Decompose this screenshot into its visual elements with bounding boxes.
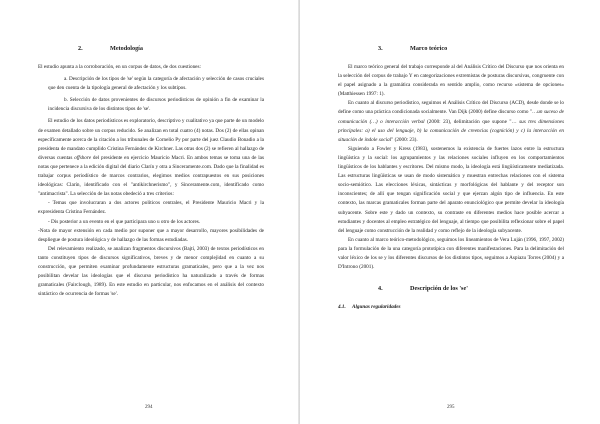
heading-number: 3. [378,45,383,52]
right-text-column [338,44,564,312]
criterion-3: -Nota de mayor extensión en cada medio por suponer que a mayor desarrollo, mayores posibilidades de despliegue de postura ideológica y de hallazgo de las formas estudiadas. [38,227,264,243]
subsection-number: 4.1. [338,304,346,311]
text-run: del presidente en ejercicio Mauricio Macri. En ambos temas se toma una de las notas que pertenece a la edición digital del diario Clarín y otra a Sinceramente.com. Dado que la finalidad es trabajar corpus periodístico de marcos contrarios, elegimos medios contrapuestos en sus posiciones ideológicas: Clarín, identificado con el "antikirchnerismo", y Sinceramente.com, identificado como "antimacrista". La selección de las notas obedeció a tres criterios: [38,154,264,198]
page-number: 295 [447,405,455,410]
theory-heading [378,44,564,53]
framework-paragraph: El marco teórico general del trabajo corresponde al del Análisis Crítico del Discurso que nos orienta en la selección del corpus de trabajo Y en categorizaciones extremistas de posturas discursivas, congruente con el papel asignado a la gramática considerada en sentido amplio, como recurso «sistema de opciones» (Matthiessen 1997: 1). [338,64,564,98]
text-run: " (2000: 23). [391,136,418,143]
left-text-column [38,44,264,299]
italic-run: offshore [74,154,92,161]
criterion-2: - Dis posterior a un evento en el que participara uno u otro de los actores. [48,218,201,225]
italic-run: un suceso de comunicación (…) o interacción verbal [338,109,564,125]
heading-title: Metodología [110,45,143,52]
list-item-b: b. Selección de datos provenientes de discursos periodísticos de opinión a fin de examinar la incidencia discursiva de los distintos tipos de 'se'. [48,97,264,113]
text-run: (2000: 23), delimitación que supone "… [424,118,517,125]
text-run: El estudio de los datos periodísticos es exploratorio, descriptivo y cualitativo ya que parte de un modelo de examen detallado sobre un corpus reducido. Se analizan en total cuatro (4) notas. Dos (2) de ellas opinan específicamente acerca de la citación a los tribunales de Cornelio Py por parte del juez Claudio Bonadio a la presidenta de mandato cumplido Cristina Fernández de Kirchner. Las otras dos (2) se refieren al hallazgo de diversas cuentas [38,118,264,161]
subsection-title: Algunas regularidades [352,304,401,311]
intro-paragraph: El estudio apunta a la corroboración, en un corpus de datos, de dos cuestiones: [38,64,201,70]
discourse-paragraph [338,99,564,144]
list-item-a: a. Descripción de los tipos de 'se' según la categoría de afectación y selección de casos cruciales que den cuenta de la tipología general de afectación y los subtipos. [48,76,264,92]
corpus-paragraph [38,117,264,199]
criterion-1: - Temas que involucraran a dos actores políticos centrales, el Presidente Mauricio Macri y la expresidenta Cristina Fernández. [38,200,264,216]
heading-number: 4. [378,285,383,293]
methodology-heading [78,44,264,53]
page-number: 294 [145,405,153,410]
method-paragraph: En cuanto al marco teórico-metodológico, seguimos los lineamientos de Vera Luján (1996, 1997, 2002) para la formulación de la una categoría prototípica con diferentes manifestaciones. Para la delimitación del valor léxico de los se y los diferentes discursos de los distintos tipos, seguimos a Aspiazu Torres (2004) y a D'Introno (2001). [338,236,564,271]
description-heading [378,284,564,293]
text-run: En cuanto al discurso periodístico, seguimos el Análisis Crítico del Discurso (ACD), desde donde se lo define como una práctica condicionada socialmente. Van Dijk (2000) define discurso como "… [338,100,564,116]
analysis-paragraph: Del relevamiento realizado, se analizan fragmentos discursivos (Bajtí, 2003) de textos periodísticos en tanto constituyen tipos de discursos significativos, breves y de menor complejidad en cuanto a su construcción, que permiten examinar profundamente estructuras gramaticales, pero que a la vez nos posibilitan develar las ideologías que el discurso periodístico ha naturalizado a través de formas gramaticales (Fairclough, 1989). En este estudio en particular, nos enfocamos en el análisis del contexto sintáctico de ocurrencia de formas 'se'. [38,245,264,298]
ideology-paragraph: Siguiendo a Fowler y Kress (1983), sostenemos la existencia de fuertes lazos entre la estructura lingüística y la social: los agrupamientos y las relaciones sociales influyen en los comportamientos lingüísticos de los hablantes y escritores. Del mismo modo, la ideología está lingüísticamente mediatizada. Las estructuras lingüísticas se usan de modo sistemático y muestran entrechas relaciones con el sistema socio-semiótico. Las elecciones léxicas, sintácticas y morfológicas del hablante y del receptor son inconscientes; de allí que tengan significación social y que ejerzan algún tipo de influencia. En este contexto, las marcas gramaticales forman parte del aparato enunciológico que permite develar la ideología subyacente. Sobre este y dado un contexto, su contraste en diferentes medios hace posible acercar a estudiantes y docentes al empleo estratégico del lenguaje, al tiempo que posibilita reflexionar sobre el papel del lenguaje como construcción de la realidad y como reflejo de la ideología subyacente. [338,145,564,234]
italic-run: sus tres dimensiones principales: a) el uso del lenguaje, b) la comunicación de creencias (cognición) y c) la interacción en situación de índole social [338,118,564,143]
subsection-heading [338,303,564,312]
heading-title: Marco teórico [410,45,448,52]
heading-number: 2. [78,45,83,52]
heading-title: Descripción de los 'se' [410,285,468,293]
right-page [300,0,600,424]
